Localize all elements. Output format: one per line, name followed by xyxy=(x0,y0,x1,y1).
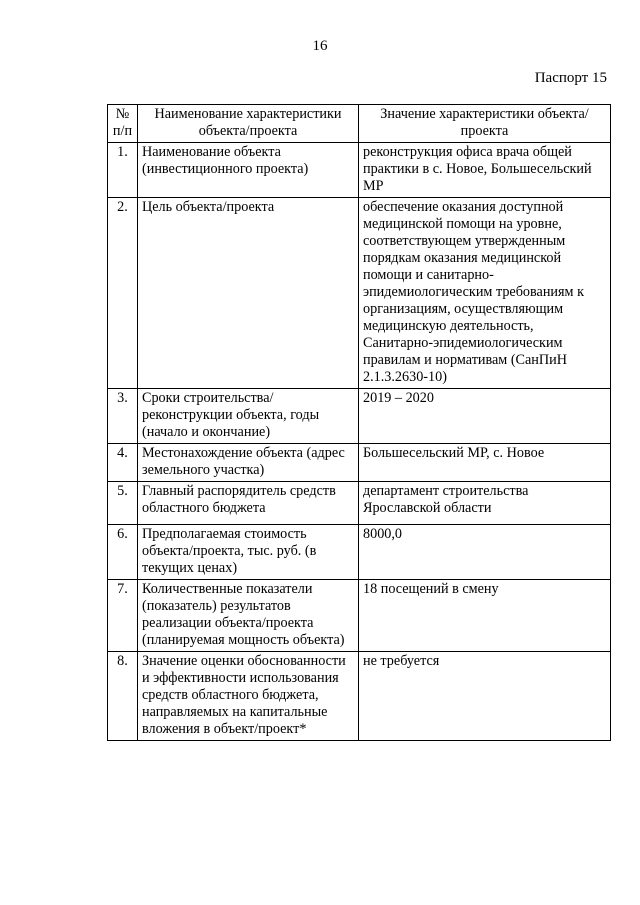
page-number: 16 xyxy=(312,38,328,54)
row-num: 1. xyxy=(108,143,138,198)
table-row xyxy=(108,444,611,482)
row-name: Главный распорядитель средств областного бюджета xyxy=(138,482,359,525)
row-value: 2019 – 2020 xyxy=(359,389,611,444)
row-value: обеспечение оказания доступной медицинской помощи на уровне, соответствующем утвержденным порядкам оказания медицинской помощи и санитарно-эпидемиологическим требованиям к организациям, осуществляющим медицинскую деятельность, Санитарно-эпидемиологическим правилам и нормативам (СанПиН 2.1.3.2630-10) xyxy=(359,198,611,389)
row-num: 7. xyxy=(108,580,138,652)
header-name: Наименование характеристики объекта/проекта xyxy=(138,105,359,143)
table-row xyxy=(108,652,611,741)
row-num: 2. xyxy=(108,198,138,389)
table-row xyxy=(108,389,611,444)
table-row xyxy=(108,482,611,525)
header-num: № п/п xyxy=(108,105,138,143)
row-value: 18 посещений в смену xyxy=(359,580,611,652)
row-name: Предполагаемая стоимость объекта/проекта, тыс. руб. (в текущих ценах) xyxy=(138,525,359,580)
row-value: департамент строительства Ярославской области xyxy=(359,482,611,525)
table-header-row xyxy=(108,105,611,143)
row-name: Местонахождение объекта (адрес земельного участка) xyxy=(138,444,359,482)
passport-label: Паспорт 15 xyxy=(534,70,607,86)
table-row xyxy=(108,525,611,580)
row-name: Значение оценки обоснованности и эффективности использования средств областного бюджета, направляемых на капитальные вложения в объект/проект* xyxy=(138,652,359,741)
row-num: 5. xyxy=(108,482,138,525)
row-name: Цель объекта/проекта xyxy=(138,198,359,389)
table-row xyxy=(108,143,611,198)
table-row xyxy=(108,580,611,652)
row-value: 8000,0 xyxy=(359,525,611,580)
row-num: 4. xyxy=(108,444,138,482)
row-num: 6. xyxy=(108,525,138,580)
passport-table xyxy=(107,104,611,741)
row-name: Наименование объекта (инвестиционного проекта) xyxy=(138,143,359,198)
row-name: Количественные показатели (показатель) результатов реализации объекта/проекта (планируемая мощность объекта) xyxy=(138,580,359,652)
row-value: Большесельский МР, с. Новое xyxy=(359,444,611,482)
row-num: 8. xyxy=(108,652,138,741)
header-value: Значение характеристики объекта/проекта xyxy=(359,105,611,143)
row-value: не требуется xyxy=(359,652,611,741)
row-num: 3. xyxy=(108,389,138,444)
row-value: реконструкция офиса врача общей практики в с. Новое, Большесельский МР xyxy=(359,143,611,198)
table-row xyxy=(108,198,611,389)
row-name: Сроки строительства/реконструкции объекта, годы (начало и окончание) xyxy=(138,389,359,444)
